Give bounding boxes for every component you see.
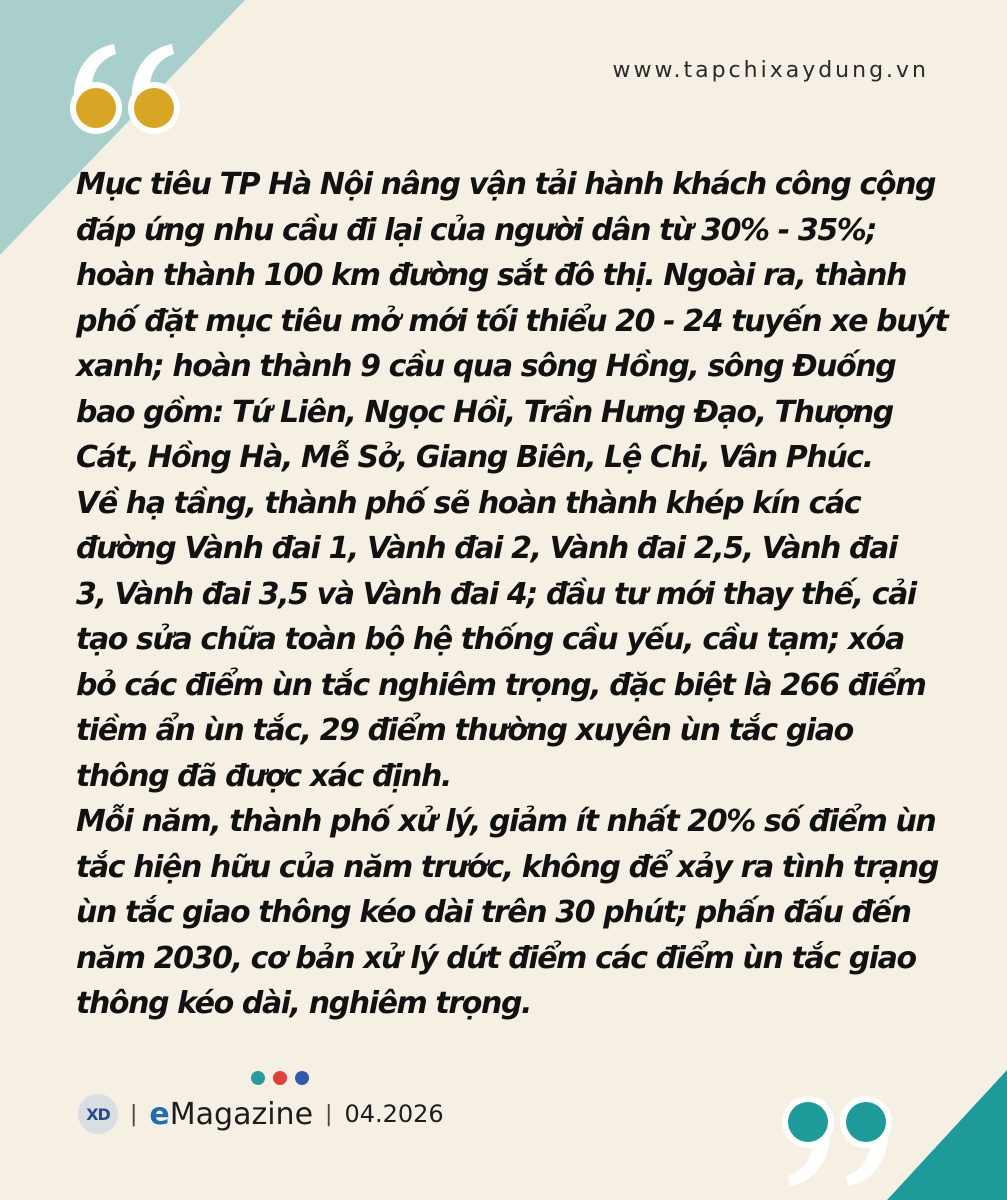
separator: | (130, 1101, 138, 1127)
brand-e: e (149, 1096, 170, 1132)
quote-line: xanh; hoàn thành 9 cầu qua sông Hồng, sông Đuống (76, 349, 896, 384)
issue-date: 04.2026 (344, 1100, 444, 1128)
corner-decoration-bottom-right (887, 1070, 1007, 1200)
quote-line: bỏ các điểm ùn tắc nghiêm trọng, đặc biệt là 266 điểm (76, 667, 926, 703)
brand-dots (251, 1071, 309, 1085)
quote-line: 3, Vành đai 3,5 và Vành đai 4; đầu tư mới thay thế, cải (76, 576, 916, 612)
quote-line: đáp ứng nhu cầu đi lại của người dân từ 30% - 35%; (76, 212, 877, 248)
quote-line: tạo sửa chữa toàn bộ hệ thống cầu yếu, cầu tạm; xóa (76, 622, 904, 657)
close-quote-icon (774, 1088, 894, 1188)
separator: | (325, 1101, 333, 1127)
dot-teal (251, 1071, 265, 1085)
dot-red (273, 1071, 287, 1085)
quote-line: hoàn thành 100 km đường sắt đô thị. Ngoài ra, thành (76, 258, 907, 293)
emagazine-brand (149, 1097, 313, 1132)
quote-line: tiềm ẩn ùn tắc, 29 điểm thường xuyên ùn tắc giao (76, 713, 853, 748)
xd-logo: XD (78, 1094, 118, 1134)
site-url: www.tapchixaydung.vn (612, 58, 929, 83)
quote-line: Về hạ tầng, thành phố sẽ hoàn thành khép kín các (76, 485, 861, 521)
quote-text (76, 162, 976, 1027)
quote-line: năm 2030, cơ bản xử lý dứt điểm các điểm ùn tắc giao (76, 940, 916, 976)
quote-line: đường Vành đai 1, Vành đai 2, Vành đai 2,5, Vành đai (76, 531, 897, 566)
quote-line: tắc hiện hữu của năm trước, không để xảy ra tình trạng (76, 849, 938, 885)
quote-line: ùn tắc giao thông kéo dài trên 30 phút; phấn đấu đến (76, 895, 911, 930)
quote-line: phố đặt mục tiêu mở mới tối thiểu 20 - 24 tuyến xe buýt (76, 303, 948, 339)
quote-line: Mỗi năm, thành phố xử lý, giảm ít nhất 20% số điểm ùn (76, 804, 936, 839)
brand-magazine: Magazine (169, 1096, 314, 1132)
dot-blue (295, 1071, 309, 1085)
quote-line: thông kéo dài, nghiêm trọng. (76, 986, 532, 1021)
quote-line: Mục tiêu TP Hà Nội nâng vận tải hành khách công cộng (76, 167, 936, 202)
quote-line: bao gồm: Tứ Liên, Ngọc Hồi, Trần Hưng Đạo, Thượng (76, 394, 893, 430)
quote-line: thông đã được xác định. (76, 758, 451, 794)
open-quote-icon (68, 40, 188, 140)
quote-line: Cát, Hồng Hà, Mễ Sở, Giang Biên, Lệ Chi, Vân Phúc. (76, 440, 873, 475)
footer (78, 1094, 444, 1134)
